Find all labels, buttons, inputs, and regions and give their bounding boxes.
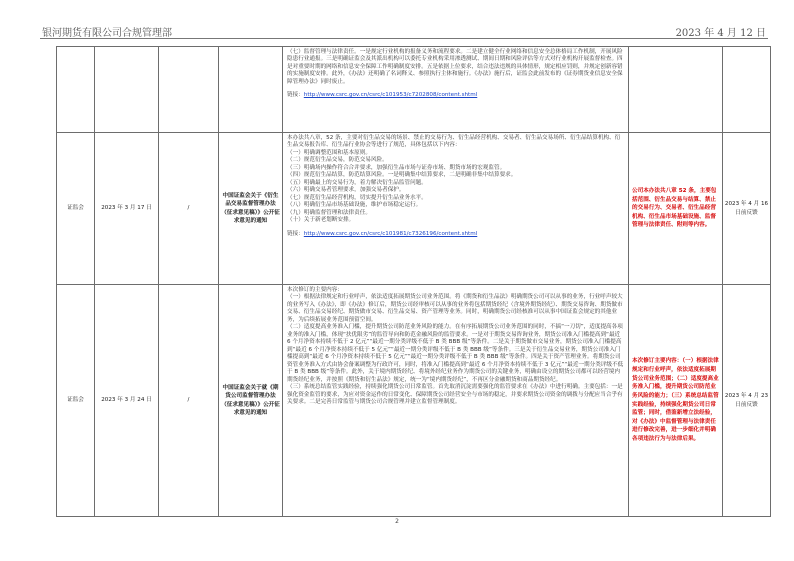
date-cell bbox=[95, 47, 159, 133]
slash-cell bbox=[159, 47, 219, 133]
list-item: （六）明确交易者管理要求，加强交易者保护。 bbox=[287, 187, 405, 194]
header-company: 银河期货有限公司合规管理部 bbox=[42, 28, 172, 39]
table-row bbox=[57, 285, 771, 517]
link-label: 链接： bbox=[287, 230, 304, 237]
list-item: （九）明确监督管理和法律责任。 bbox=[287, 209, 371, 216]
list-item: （七）规范衍生品经营机构，切实提升衍生品业务水平。 bbox=[287, 194, 427, 201]
content-paragraph: 本次修订的主要内容： bbox=[287, 287, 343, 293]
page-number: 2 bbox=[395, 518, 399, 525]
content-cell bbox=[283, 285, 629, 517]
list-item: （十）关于新老划断安排。 bbox=[287, 217, 355, 224]
slash-cell: / bbox=[159, 133, 219, 285]
feedback-cell: 2023 年 4 月 16 日前反馈 bbox=[723, 133, 771, 285]
list-item: （一）明确调整范围和基本原则。 bbox=[287, 149, 371, 156]
content-paragraph: （二）适度提高业务准入门槛，提升期货公司防范业务风险的能力。在有序拓展期货公司业务范围的同时，不搞“一刀切”，适度提高各项业务的准入门槛，体现“扶优限劣”的监管导向和防范金融风险的监管要求。一是对于期货交易咨询业务，期货公司准入门槛提高到“最近 6 个月净资本持续不低于 2 亿元”“最近一期分类评级不低于 B 类 BBB 级”等条件。二是关于期货做市交易业务，期货公司准入门槛提高到“最近 6 个月净资本持续不低于 5 亿元”“最近一期分类评级不低于 B 类 BBB 级”等条件。三是关于衍生品交易业务，期货公司准入门槛提高到“最近 6 个月净资本持续不低于 5 亿元”“最近一期分类评级不低于 B 类 BBB 级”等条件。四是关于资产管理业务。将期货公司资管业务准入方式由协会备案调整为行政许可，同时，将准入门槛提高到“最近 6 个月净资本持续不低于 3 亿元”“最近一期分类评级不低于 B 类 BBB 级”等条件。此外，关于境内期货经纪、将境外经纪业务作为期货公司的关键业务，明确由设立的期货公司都可以经营境内期货经纪业务，并按照《期货和衍生品法》规定，统一为“境内期货经纪”，不再区分金融期货和商品期货经纪。 bbox=[287, 324, 624, 383]
link-line bbox=[287, 231, 624, 238]
content-cell bbox=[283, 47, 629, 133]
link-label: 链接： bbox=[287, 92, 304, 99]
content-cell bbox=[283, 133, 629, 285]
source-link[interactable]: http://www.csrc.gov.cn/csrc/c101981/c7326196/content.shtml bbox=[303, 230, 478, 237]
title-cell: 中国证监会关于《衍生品交易监督管理办法（征求意见稿）》公开征求意见的通知 bbox=[219, 133, 283, 285]
list-item: （八）明确衍生品市场基础设施，维护市场稳定运行。 bbox=[287, 202, 422, 209]
list-item: （五）明确最上的交易行为，着力解决衍生品监管问题。 bbox=[287, 179, 427, 186]
table-row bbox=[57, 47, 771, 133]
list-item: （三）明确场内操作符合合并要求，加强衍生品市场与证券市场、期货市场的宏观监管。 bbox=[287, 164, 506, 171]
page-header bbox=[0, 0, 794, 40]
regulation-table bbox=[56, 46, 771, 517]
link-line bbox=[287, 92, 624, 99]
date-cell: 2023 年 3 月 17 日 bbox=[95, 133, 159, 285]
summary-cell bbox=[629, 47, 723, 133]
title-cell: 中国证监会关于就《期货公司监督管理办法（征求意见稿）》公开征求意见的通知 bbox=[219, 285, 283, 517]
content-paragraph: （三）系统总结监管实践经验，持续强化期货公司日常监管。首先取消沉淀需要强化的监管要求在《办法》中进行明确。主要包括：一是强化资金监管的要求，为应对资金运作的日常变化、保障期货公司经营安全与市场的稳定，并要求期货公司资金的调拨与分配应当合乎有关要求。二是完善日常监管与期货公司合规管理并建立监督管理制度。 bbox=[287, 384, 623, 406]
content-paragraph: （七）监督管理与法律责任。一是规定行业机构的报备义务和流程要求。二是建立健全行业网络和信息安全总体格局工作机制，开展风险隐患行业通报。三是明确证监会及其派出机构可以委托专业机构采用渗透测试、期间日期和风险评估等方式对行业机构开展监督检查。四是对重要时期的网络和信息安全保障工作明确制度安排。五是依据上位要求，结合违法违规的具体情形，规定相应罚则，并规定创新容错的实施制度安排。此外，《办法》还明确了名词释义、参照执行主体和施行。《办法》施行后，证监会此前发布的《证券期货业信息安全保障管理办法》同时废止。 bbox=[287, 49, 623, 85]
feedback-cell bbox=[723, 47, 771, 133]
summary-cell: 本次修订主要内容：（一）根据法律规定和行业呼声，依法适度拓展期货公司业务范围；（二）适度提高业务准入门槛，提升期货公司防范业务风险的能力；（三）系统总结监管实践经验，持续强化期货公司日常监管；同时，借鉴新增立法经验，对《办法》中监督管理与法律责任进行修改完善，进一步细化并明确各项违法行为与法律后果。 bbox=[629, 285, 723, 517]
header-date: 2023 年 4 月 12 日 bbox=[675, 28, 766, 39]
title-cell bbox=[219, 47, 283, 133]
content-paragraph: （一）根据法律规定和行业呼声，依法适度拓展期货公司业务范围。将《期货和衍生品法》明确期货公司可以从事的业务，行业呼声较大的业务写入《办法》，即《办法》修订后，期货公司经审核可以从事的业务将包括期货经纪（含境外期货经纪）、期货交易咨询、期货做市交易、衍生品交易经纪、期货做市交易、衍生品交易、资产管理等业务。同时，明确期货公司经核准可以从事中国证监会规定的其他业务，为后续拓展业务范围预留空间。 bbox=[287, 294, 623, 323]
org-cell bbox=[57, 47, 95, 133]
date-cell: 2023 年 3 月 24 日 bbox=[95, 285, 159, 517]
summary-cell: 公司本办法共八章 52 条，主要包括范围、衍生品交易与结算、禁止的交易行为、交易者、衍生品经营机构、衍生品市场基础设施、监督管理与法律责任、附则等内容。 bbox=[629, 133, 723, 285]
slash-cell: / bbox=[159, 285, 219, 517]
list-item: （四）规范衍生品结算，防范结算风险。一是明确集中结算要求，二是明确非集中结算要求。 bbox=[287, 172, 517, 179]
source-link[interactable]: http://www.csrc.gov.cn/csrc/c101953/c7202808/content.shtml bbox=[303, 92, 478, 99]
list-item: （二）规范衍生品交易，防范交易风险。 bbox=[287, 157, 388, 164]
header-rule bbox=[40, 38, 768, 39]
org-cell: 证监会 bbox=[57, 285, 95, 517]
content-paragraph: 本办法共八章，52 条，主要对衍生品交易的场景、禁止的交易行为、衍生品经营机构、交易者、衍生品交易场所、衍生品结算机构、衍生品交易报告库、衍生品行业协会等进行了规范，具体包括以下内容： bbox=[287, 135, 621, 149]
feedback-cell: 2023 年 4 月 23 日前反馈 bbox=[723, 285, 771, 517]
table-row bbox=[57, 133, 771, 285]
org-cell: 证监会 bbox=[57, 133, 95, 285]
